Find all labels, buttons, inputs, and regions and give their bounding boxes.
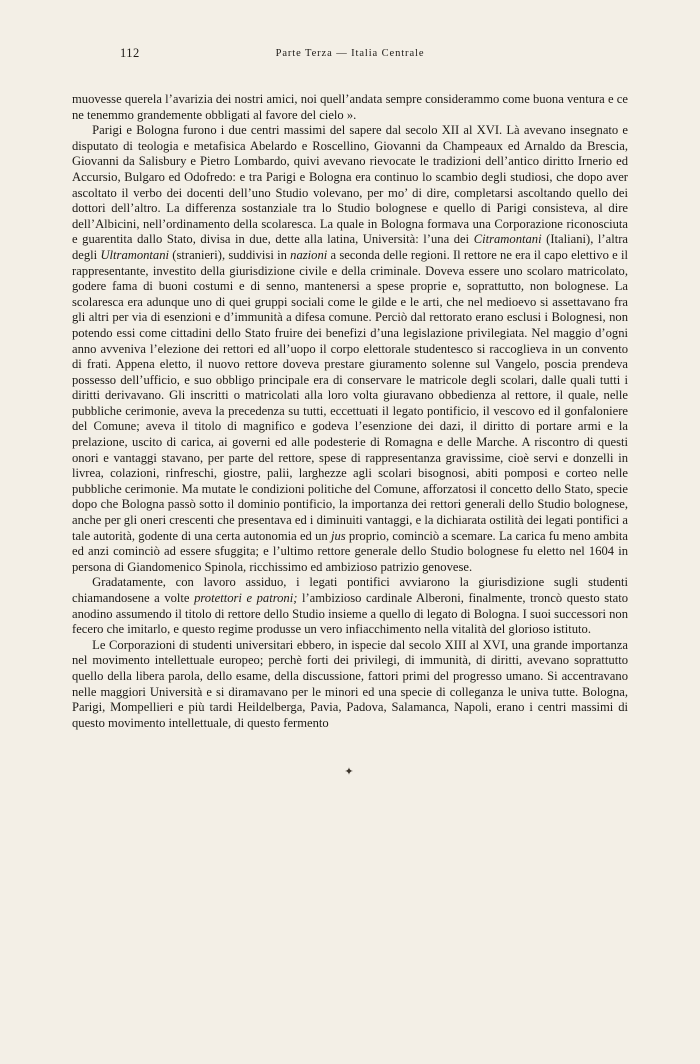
italic-text: nazioni [290, 247, 328, 262]
text-run: Le Corporazioni di studenti universitari ebbero, in ispecie dal secolo XIII al XVI, una grande importanza nel movimento intellettuale europeo; perchè forti dei privilegi, di immunità, di diritti, avevano soprattutto quello della libera parola, dello esame, della discussione, fattori primi del progresso umano. Si accentravano nelle maggiori Università e si diramavano per le minori ed una specie di colleganza le univa tutte. Bologna, Parigi, Mompellieri e più tardi Heildelberga, Pavia, Padova, Salamanca, Napoli, erano i centri massimi di questo movimento intellettuale, di questo fermento [72, 637, 628, 730]
page-header [72, 46, 628, 76]
text-run: Gradatamente, con lavoro assiduo, i legati pontifici avviarono la giurisdizione sugli studenti chiamandosene a volte [72, 575, 628, 605]
text-run: l’ambizioso cardinale Alberoni, finalmente, troncò questo stato anodino assumendo il titolo di rettore dello Studio insieme a quello di legato di Bologna. I suoi successori non fecero che imitarlo, e questo regime produsse un vero infiacchimento nella vitalità del glorioso istituto. [72, 591, 628, 637]
italic-text: jus [330, 528, 346, 543]
running-head: Parte Terza — Italia Centrale [275, 48, 425, 59]
italic-text: Ultramontani [100, 247, 170, 262]
text-run: (stranieri), suddivisi in [169, 247, 291, 262]
paragraph [72, 123, 628, 575]
body-text [72, 92, 628, 731]
page-number: 112 [120, 46, 140, 60]
text-run: a seconda delle regioni. Il rettore ne era il capo elettivo e il rappresentante, investito della giurisdizione civile e della criminale. Doveva essere uno scolaro matricolato, godere fama di buoni costumi e di senno, mantenersi a spese proprie e, soprattutto, non bolognese. La scolaresca era adunque uno di quei gruppi sociali come le gilde e le arti, che nel medioevo si assettavano fra gli altri per via di esenzioni e d’immunità a difesa comune. Perciò dal rettorato erano esclusi i Bolognesi, non potendo essi come cittadini dello Stato fruire dei benefizi d’una legislazione privilegiata. Nel maggio d’ogni anno avveniva l’elezione dei rettori ed all’uopo il corpo elettorale studentesco si raccoglieva in un convento di frati. Appena eletto, il nuovo rettore doveva prestare giuramento solenne sul Vangelo, poscia prendeva possesso dell’ufficio, e suo obbligo principale era di conservare le matricole degli scolari, dalle quali tutti i diritti derivavano. Gli inscritti o matricolati alla loro volta giuravano obbedienza al rettore, il quale, nelle pubbliche cerimonie, aveva la precedenza su tutti, eccettuati il legato pontificio, il vescovo ed il gonfaloniere del Comune; aveva il titolo di magnifico e godeva l’esenzione dei dazi, il diritto di portare armi e la prelazione, uscito di carica, ai governi ed alle podesterie di Romagna e delle Marche. A riscontro di questi onori e vantaggi stavano, per parte del rettore, spese di rappresentanza gravissime, cioè servi e donzelli in livrea, colazioni, rinfreschi, giostre, palii, larghezze agli scolari bisognosi, abiti pomposi e corteo nelle pubbliche cerimonie. Ma mutate le condizioni politiche del Comune, afforzatosi il concetto dello Stato, specie dopo che Bologna passò sotto il dominio pontificio, la importanza dei rettori generali dello Studio bolognese, anche per gli oneri crescenti che presentava ed i diminuiti vantaggi, e la dichiarata ostilità dei legati pontifici a tale autorità, godente di una certa autonomia ed un [72, 247, 628, 543]
italic-text: protettori e patroni; [194, 591, 298, 605]
text-run: proprio, cominciò a scemare. La carica fu meno ambita ed anzi cominciò ad essere sfuggita; e l’ultimo rettore generale dello Studio bolognese fu eletto nel 1604 in persona di Giandomenico Spinola, ricchissimo ed ambizioso patrizio genovese. [72, 528, 629, 574]
italic-text: Citramontani [473, 232, 542, 247]
paragraph [72, 92, 628, 123]
text-run: (Italiani), l’altra degli [72, 232, 628, 262]
text-run: Parigi e Bologna furono i due centri massimi del sapere dal secolo XII al XVI. Là avevano insegnato e disputato di teologia e metafisica Abelardo e Roscellino, Giovanni da Champeaux ed Arnaldo da Brescia, Giovanni da Salisbury e Pietro Lombardo, quivi avevano rievocate le tradizioni dell’antico diritto Irnerio ed Accursio, Bulgaro ed Odofredo: e tra Parigi e Bologna era continuo lo scambio degli studiosi, che dopo aver ascoltato il verbo dei docenti dell’uno Studio volevano, per mo’ di dire, completarsi ascoltando quello dei dottori dell’altro. La differenza sostanziale tra lo Studio bolognese e quello di Parigi consisteva, al dire dell’Albicini, nell’ordinamento della scolaresca. La quale in Bologna formava una Corporazione riconosciuta e guarentita dallo Stato, divisa in due, dette alla latina, Università: l’una dei [72, 123, 628, 247]
text-run: muovesse querela l’avarizia dei nostri amici, noi quell’andata sempre considerammo come buona ventura e ce ne tenemmo grandemente obbligati al favore del cielo ». [72, 92, 628, 122]
ornament: ✦ [344, 766, 356, 779]
paragraph [72, 575, 628, 637]
paragraph [72, 638, 628, 732]
